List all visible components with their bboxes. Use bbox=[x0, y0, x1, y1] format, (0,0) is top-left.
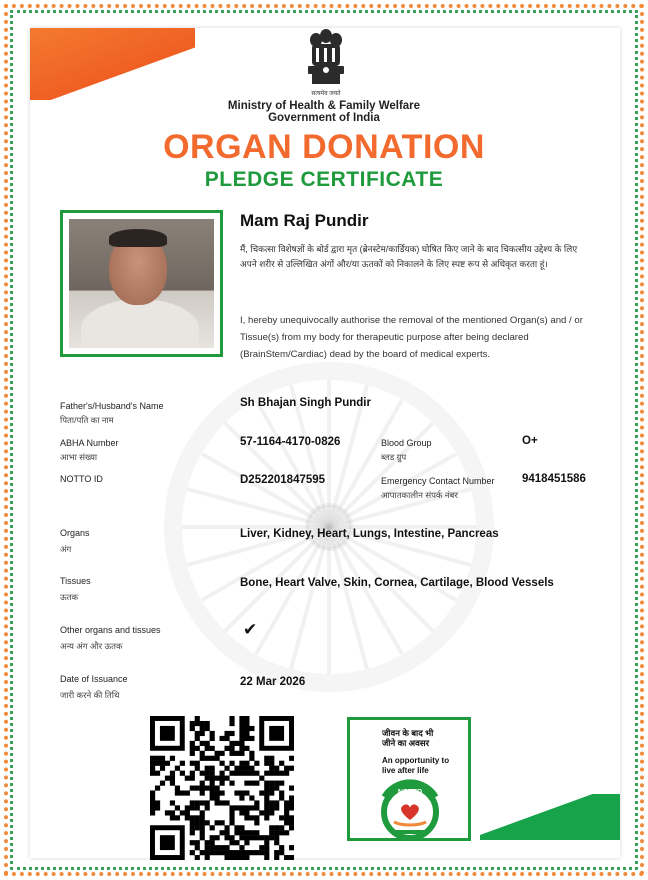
organs-label-hi: अंग bbox=[60, 544, 72, 554]
ministry-name: Ministry of Health & Family Welfare bbox=[227, 100, 421, 112]
tissues-value: Bone, Heart Valve, Skin, Cornea, Cartilage, Blood Vessels bbox=[240, 577, 554, 589]
abha-label-hi: आभा संख्या bbox=[60, 452, 98, 462]
tissues-label-en: Tissues bbox=[60, 576, 91, 586]
abha-label-en: ABHA Number bbox=[60, 438, 119, 448]
notto-slogan-hindi-2: जीने का अवसर bbox=[382, 738, 430, 748]
certificate-subtitle: PLEDGE CERTIFICATE bbox=[204, 168, 444, 191]
organs-label bbox=[60, 526, 90, 556]
notto-slogan-english-2: live after life bbox=[382, 766, 429, 775]
abha-label bbox=[60, 436, 119, 464]
tissues-label bbox=[60, 574, 91, 604]
issuance-date-label bbox=[60, 672, 128, 702]
ashoka-emblem-icon bbox=[304, 26, 348, 90]
issuance-date-value: 22 Mar 2026 bbox=[240, 676, 306, 688]
emblem-motto: सत्यमेव जयते bbox=[311, 91, 341, 97]
ashoka-chakra-watermark bbox=[164, 362, 494, 692]
other-organs-label-hi: अन्य अंग और ऊतक bbox=[60, 641, 123, 651]
father-name-label-en: Father's/Husband's Name bbox=[60, 401, 164, 411]
other-organs-label-en: Other organs and tissues bbox=[60, 625, 161, 635]
organs-value: Liver, Kidney, Heart, Lungs, Intestine, Pancreas bbox=[240, 528, 499, 540]
pledge-text-hindi: मैं, चिकत्सा विशेषज्ञों के बोर्ड द्वारा मृत (ब्रेनस्टेम/कार्डियक) घोषित किए जाने के बाद चिकत्सीय उद्देश्य के लिए अपने शरीर से उल्लिखित अंगों और/या ऊतकों को निकालने के लिए स्पष्ट रूप से अधिकृत करता हूं। bbox=[240, 244, 578, 269]
blood-group-label-en: Blood Group bbox=[381, 438, 432, 448]
notto-id-label bbox=[60, 472, 103, 486]
checkmark-icon: ✔ bbox=[243, 620, 258, 639]
emergency-contact-label bbox=[381, 474, 495, 502]
father-name-label-hi: पिता/पति का नाम bbox=[60, 415, 114, 425]
emergency-contact-value: 9418451586 bbox=[522, 473, 586, 485]
notto-logo-icon bbox=[372, 778, 448, 840]
blood-group-label bbox=[381, 436, 432, 464]
issuance-date-label-en: Date of Issuance bbox=[60, 674, 128, 684]
father-name-label bbox=[60, 399, 163, 427]
donor-photo bbox=[69, 219, 214, 348]
pledge-text-english: I, hereby unequivocally authorise the removal of the mentioned Organ(s) and / or Tissue(s) from my body for therapeutic purpose after being declared (BrainStem/Cardiac) dead by the board of medical experts. bbox=[240, 315, 583, 360]
other-organs-label bbox=[60, 623, 161, 653]
saffron-corner-band bbox=[30, 28, 195, 100]
qr-code[interactable] bbox=[150, 716, 294, 860]
government-name: Government of India bbox=[268, 112, 380, 124]
notto-id-value: D252201847595 bbox=[240, 474, 326, 486]
emergency-contact-label-hi: आपातकालीन संपर्क नंबर bbox=[381, 490, 458, 500]
tissues-label-hi: ऊतक bbox=[60, 592, 79, 602]
blood-group-value: O+ bbox=[522, 435, 538, 447]
issuance-date-label-hi: जारी करने की तिथि bbox=[60, 690, 120, 700]
abha-value: 57-1164-4170-0826 bbox=[240, 436, 341, 448]
blood-group-label-hi: ब्लड ग्रुप bbox=[381, 452, 407, 462]
certificate-title: ORGAN DONATION bbox=[163, 128, 485, 166]
notto-id-label-en: NOTTO ID bbox=[60, 474, 103, 484]
notto-slogan-english-1: An opportunity to bbox=[382, 756, 450, 765]
green-corner-band bbox=[480, 794, 620, 840]
notto-badge bbox=[347, 717, 471, 841]
donor-photo-frame bbox=[60, 210, 223, 357]
organs-label-en: Organs bbox=[60, 528, 90, 538]
notto-logo-text: NOTTO bbox=[397, 789, 423, 796]
notto-slogan-hindi-1: जीवन के बाद भी bbox=[382, 728, 434, 738]
emergency-contact-label-en: Emergency Contact Number bbox=[381, 476, 495, 486]
father-name-value: Sh Bhajan Singh Pundir bbox=[240, 397, 371, 409]
donor-name: Mam Raj Pundir bbox=[240, 211, 369, 230]
